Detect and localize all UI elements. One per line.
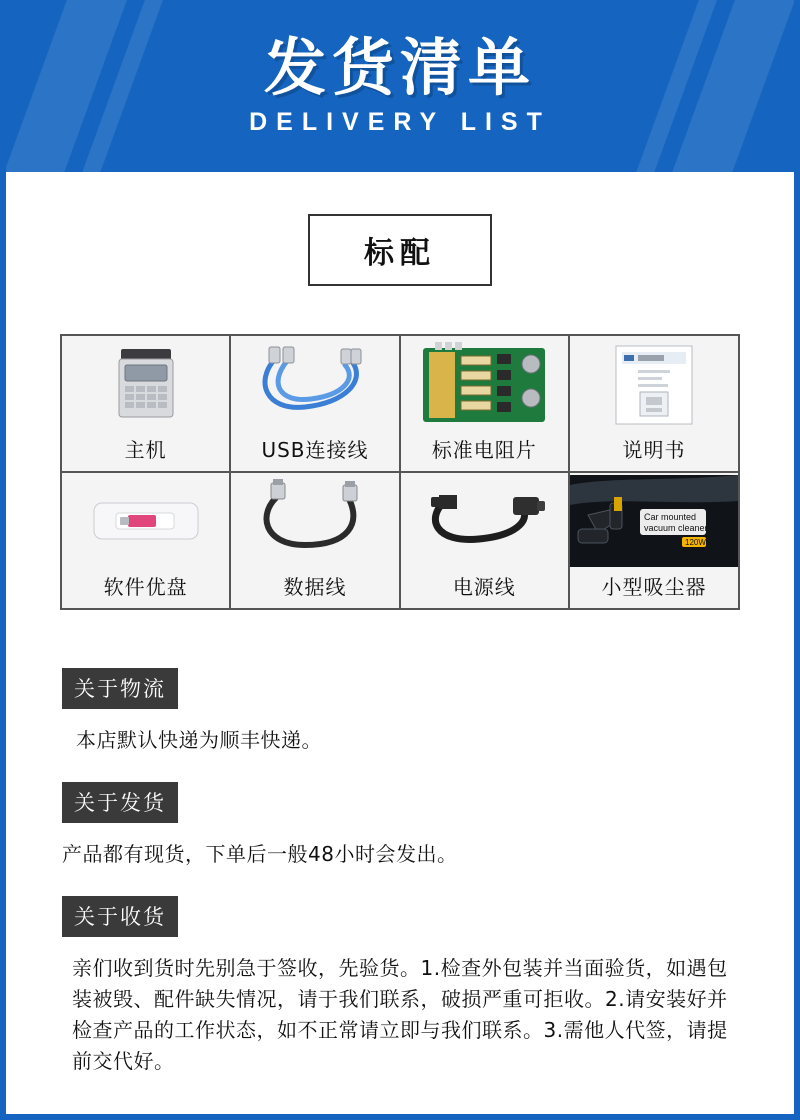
svg-text:Car mounted: Car mounted — [643, 512, 697, 522]
svg-text:120W: 120W — [684, 538, 706, 547]
grid-item-caption: 电源线 — [452, 575, 516, 599]
grid-item-caption: USB连接线 — [261, 438, 369, 462]
note-text: 亲们收到货时先别急于签收，先验货。1.检查外包装并当面验货，如遇包装被毁、配件缺失情况，请于我们联系，破损严重可拒收。2.请安装好并检查产品的工作状态，如不正常请立即与我们联系。3.需他人代签，请提前交代好。 — [72, 956, 728, 1073]
grid-item — [400, 472, 569, 609]
grid-item-caption: 软件优盘 — [103, 575, 188, 599]
note-shipping — [62, 782, 738, 870]
grid-item-caption: 标准电阻片 — [431, 438, 537, 462]
delivery-item-grid — [60, 334, 740, 610]
grid-item — [400, 335, 569, 472]
standard-config-label: 标配 — [308, 214, 492, 286]
header-banner — [6, 0, 794, 172]
grid-item — [230, 472, 399, 609]
grid-item-caption: 数据线 — [283, 575, 347, 599]
grid-item-caption: 小型吸尘器 — [601, 575, 707, 599]
grid-item-caption: 说明书 — [622, 438, 686, 462]
grid-item — [230, 335, 399, 472]
note-tag: 关于物流 — [62, 668, 178, 709]
host-machine-icon — [62, 336, 229, 432]
note-text: 本店默认快递为顺丰快递。 — [76, 728, 322, 752]
vacuum-cleaner-icon — [570, 473, 738, 569]
manual-book-icon — [570, 336, 738, 432]
note-tag: 关于收货 — [62, 896, 178, 937]
note-tag: 关于发货 — [62, 782, 178, 823]
note-text: 产品都有现货，下单后一般48小时会发出。 — [62, 842, 458, 866]
grid-item — [61, 472, 230, 609]
notes-section — [6, 668, 794, 1077]
power-cable-icon — [401, 473, 568, 569]
grid-item-caption: 主机 — [124, 438, 167, 462]
grid-item — [61, 335, 230, 472]
grid-item — [569, 335, 739, 472]
resistor-board-icon — [401, 336, 568, 432]
svg-text:vacuum cleaner: vacuum cleaner — [643, 523, 708, 533]
usb-flash-drive-icon — [62, 473, 229, 569]
section-chip-container — [6, 214, 794, 286]
page-title: 发货清单 — [263, 30, 536, 104]
page-subtitle: DELIVERY LIST — [249, 108, 551, 137]
note-logistics — [62, 668, 738, 756]
note-receiving — [62, 896, 738, 1077]
grid-item — [569, 472, 739, 609]
usb-cable-icon — [231, 336, 398, 432]
data-cable-icon — [231, 473, 398, 569]
